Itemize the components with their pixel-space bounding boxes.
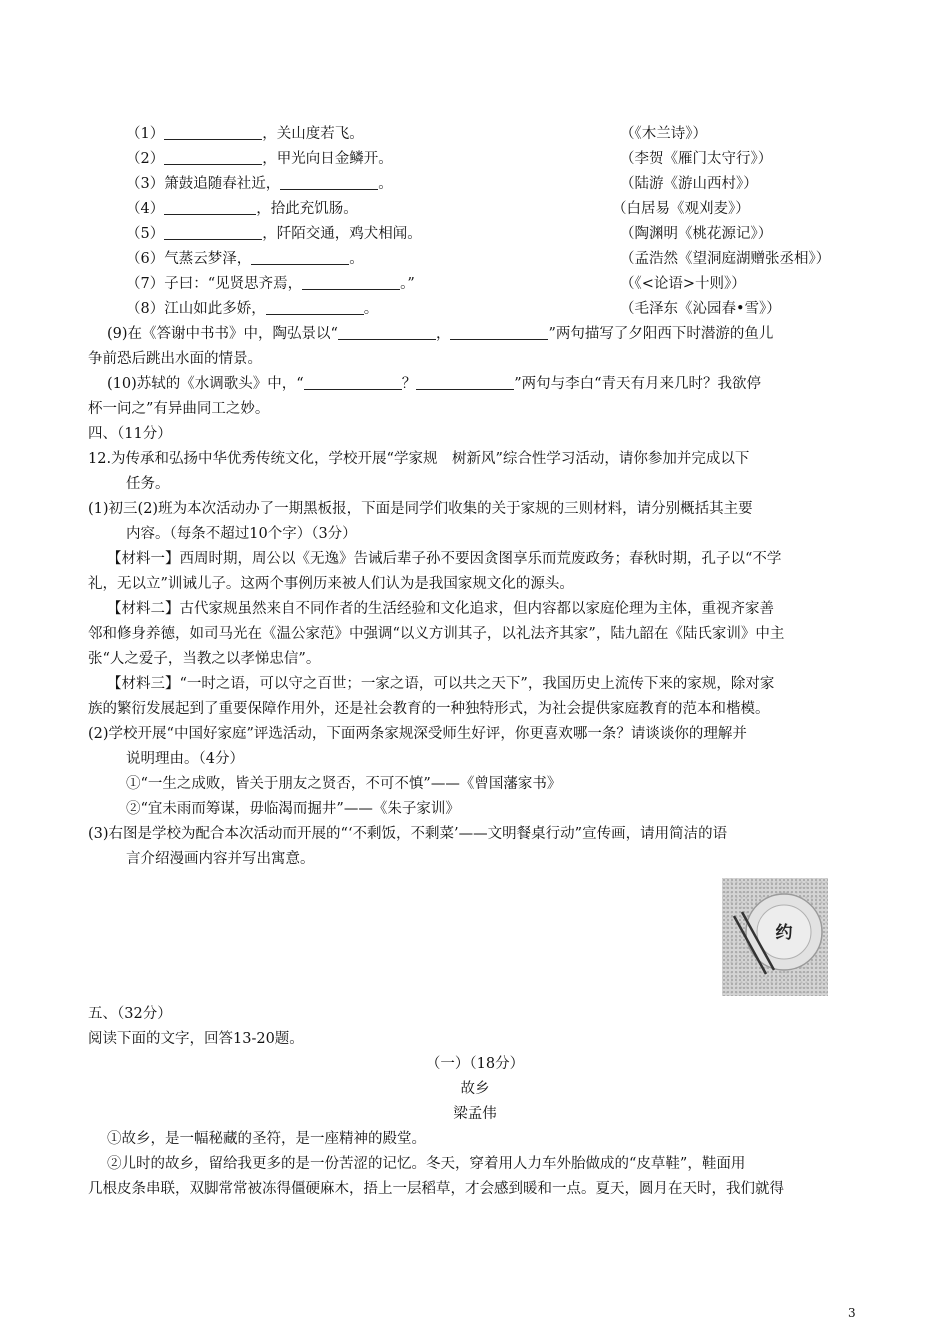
- material-1-line2: 礼，无以立”训诫儿子。这两个事例历来被人们认为是我国家规文化的源头。: [88, 576, 574, 592]
- paragraph-2-line2: 几根皮条串联，双脚常常被冻得僵硬麻木，捂上一层稻草，才会感到暖和一点。夏天，圆月在天时，我们就得: [88, 1181, 784, 1197]
- poetry-source-3: （陆游《游山西村》）: [620, 176, 758, 192]
- poetry-source-6: （孟浩然《望洞庭湖赠张丞相》）: [620, 251, 831, 267]
- poetry-line-5: （5） ，阡陌交通，鸡犬相闻。: [126, 226, 422, 242]
- answer-blank[interactable]: [450, 325, 548, 340]
- poetry-source-8: （毛泽东《沁园春•雪》）: [620, 301, 781, 317]
- question-12-line2: 任务。: [126, 476, 170, 492]
- article-author: 梁孟伟: [453, 1106, 497, 1122]
- poetry-line-1: （1） ，关山度若飞。: [126, 126, 364, 142]
- poetry-line-6: （6）气蒸云梦泽， 。: [126, 251, 364, 267]
- paragraph-1: ①故乡，是一幅秘藏的圣符，是一座精神的殿堂。: [107, 1131, 426, 1147]
- poetry-line-2: （2） ，甲光向日金鳞开。: [126, 151, 393, 167]
- section-5-heading: 五、（32分）: [88, 1006, 172, 1022]
- paragraph-2: ②儿时的故乡，留给我更多的是一份苦涩的记忆。冬天，穿着用人力车外胎做成的“皮草鞋”，鞋面用: [107, 1156, 746, 1172]
- poetry-line-4: （4） ，拾此充饥肠。: [126, 201, 358, 217]
- section-5-intro: 阅读下面的文字，回答13-20题。: [88, 1031, 304, 1047]
- material-3-line2: 族的繁衍发展起到了重要保障作用外，还是社会教育的一种独特形式，为社会提供家庭教育的范本和楷模。: [88, 701, 770, 717]
- cartoon-image: [722, 878, 828, 996]
- material-2-line2: 邻和修身养德，如司马光在《温公家范》中强调“以义方训其子，以礼法齐其家”，陆九韶在《陆氏家训》中主: [88, 626, 785, 642]
- question-12: 12.为传承和弘扬中华优秀传统文化，学校开展“学家规 树新风”综合性学习活动，请你参加并完成以下: [88, 451, 750, 467]
- part-2: (2)学校开展“中国好家庭”评选活动，下面两条家规深受师生好评，你更喜欢哪一条？请谈谈你的理解并: [88, 726, 747, 742]
- part-3-line2: 言介绍漫画内容并写出寓意。: [126, 851, 315, 867]
- answer-blank[interactable]: [266, 300, 364, 315]
- answer-blank[interactable]: [164, 150, 262, 165]
- poetry-source-7: （《<论语>十则》）: [620, 276, 746, 292]
- answer-blank[interactable]: [416, 375, 514, 390]
- question-10: (10)苏轼的《水调歌头》中，“ ？ ”两句与李白“青天有月来几时？我欲停: [107, 376, 762, 392]
- part-2-line2: 说明理由。（4分）: [126, 751, 244, 767]
- material-2-line3: 张“人之爱子，当教之以孝悌忠信”。: [88, 651, 321, 667]
- material-3: 【材料三】“一时之语，可以守之百世；一家之语，可以共之天下”，我国历史上流传下来的家规，除对家: [107, 676, 775, 692]
- material-2: 【材料二】古代家规虽然来自不同作者的生活经验和文化追求，但内容都以家庭伦理为主体，重视齐家善: [107, 601, 774, 617]
- cartoon-character: 约: [775, 923, 793, 943]
- answer-blank[interactable]: [164, 225, 262, 240]
- section-4-heading: 四、（11分）: [88, 426, 172, 442]
- family-rule-1: ①“一生之成败，皆关于朋友之贤否，不可不慎”——《曾国藩家书》: [126, 776, 562, 792]
- answer-blank[interactable]: [280, 175, 378, 190]
- question-9-line2: 争前恐后跳出水面的情景。: [88, 351, 262, 367]
- page-number: 3: [848, 1306, 856, 1320]
- plate-chopsticks-illustration: [722, 878, 828, 996]
- part-3: (3)右图是学校为配合本次活动而开展的“‘不剩饭，不剩菜’——文明餐桌行动”宣传画，请用简洁的语: [88, 826, 728, 842]
- poetry-source-2: （李贺《雁门太守行》）: [620, 151, 773, 167]
- poetry-source-4: （白居易《观刈麦》）: [612, 201, 750, 217]
- material-1: 【材料一】西周时期，周公以《无逸》告诫后辈子孙不要因贪图享乐而荒废政务；春秋时期，孔子以“不学: [107, 551, 782, 567]
- answer-blank[interactable]: [338, 325, 436, 340]
- question-9: (9)在《答谢中书书》中，陶弘景以“ ， ”两句描写了夕阳西下时潜游的鱼儿: [107, 326, 774, 342]
- answer-blank[interactable]: [304, 375, 402, 390]
- poetry-line-8: （8）江山如此多娇， 。: [126, 301, 379, 317]
- answer-blank[interactable]: [302, 275, 400, 290]
- answer-blank[interactable]: [164, 125, 262, 140]
- question-10-line2: 杯一问之”有异曲同工之妙。: [88, 401, 270, 417]
- answer-blank[interactable]: [251, 250, 349, 265]
- family-rule-2: ②“宜未雨而筹谋，毋临渴而掘井”——《朱子家训》: [126, 801, 460, 817]
- poetry-source-1: （《木兰诗》）: [620, 126, 707, 142]
- poetry-line-7: （7）子曰：“见贤思齐焉， 。”: [126, 276, 415, 292]
- part-1: (1)初三(2)班为本次活动办了一期黑板报，下面是同学们收集的关于家规的三则材料，请分别概括其主要: [88, 501, 753, 517]
- answer-blank[interactable]: [164, 200, 256, 215]
- reading-part-label: （一）（18分）: [425, 1056, 525, 1072]
- article-title: 故乡: [460, 1081, 490, 1097]
- poetry-line-3: （3）箫鼓追随春社近， 。: [126, 176, 393, 192]
- part-1-line2: 内容。（每条不超过10个字）（3分）: [126, 526, 357, 542]
- poetry-source-5: （陶渊明《桃花源记》）: [620, 226, 773, 242]
